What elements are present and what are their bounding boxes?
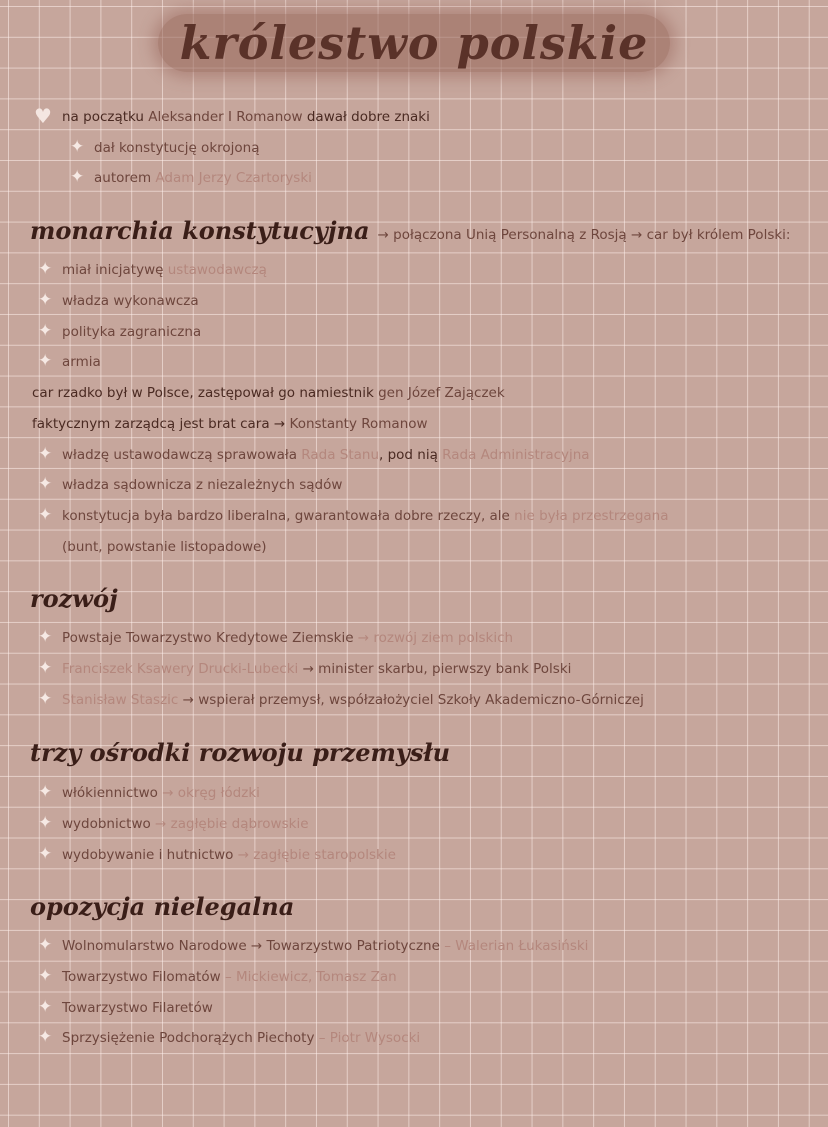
sparkle-icon: ✦ (38, 689, 53, 709)
section-heading: rozwój (30, 584, 118, 613)
note-text: , pod nią (379, 447, 443, 463)
note-text: – Piotr Wysocki (318, 1030, 421, 1046)
note-line (94, 139, 260, 157)
note-line (62, 660, 571, 678)
note-line (62, 538, 267, 556)
sparkle-icon: ✦ (38, 997, 53, 1017)
sparkle-icon: ✦ (38, 935, 53, 955)
note-text: wydobnictwo (62, 816, 156, 832)
note-text: armia (62, 354, 101, 370)
note-text: (bunt, powstanie listopadowe) (62, 539, 267, 555)
note-line (32, 415, 428, 433)
section-heading-line (30, 584, 126, 613)
heart-icon: ♥ (34, 104, 52, 128)
note-line (62, 937, 588, 955)
title-text: królestwo polskie (158, 14, 671, 72)
note-text: gen Józef Zajączek (378, 385, 505, 401)
note-text: władza sądownicza z niezależnych sądów (62, 477, 343, 493)
sparkle-icon: ✦ (38, 505, 53, 525)
note-line (62, 784, 260, 802)
page-title (0, 14, 828, 72)
sparkle-icon: ✦ (38, 474, 53, 494)
note-line (62, 999, 213, 1017)
sparkle-icon: ✦ (38, 813, 53, 833)
note-text: na początku (62, 109, 149, 125)
note-text: Wolnomularstwo Narodowe → Towarzystwo Patriotyczne (62, 938, 445, 954)
note-text: Aleksander I Romanow (148, 109, 307, 125)
sparkle-icon: ✦ (38, 351, 53, 371)
note-line (62, 353, 101, 371)
note-line (94, 169, 312, 187)
note-line (62, 1029, 420, 1047)
sparkle-icon: ✦ (70, 137, 85, 157)
section-heading: trzy ośrodki rozwoju przemysłu (30, 738, 451, 767)
sparkle-icon: ✦ (38, 321, 53, 341)
section-heading: opozycja nielegalna (30, 892, 295, 921)
sparkle-icon: ✦ (38, 1027, 53, 1047)
note-text: → rozwój ziem polskich (357, 630, 514, 646)
sparkle-icon: ✦ (38, 627, 53, 647)
note-text: dawał dobre znaki (306, 109, 430, 125)
note-line (32, 384, 505, 402)
note-line (62, 446, 590, 464)
note-text: Towarzystwo Filaretów (62, 1000, 213, 1016)
note-text: Konstanty Romanow (289, 416, 428, 432)
note-text: Franciszek Ksawery Drucki-Lubecki (62, 661, 303, 677)
note-line (62, 507, 669, 525)
note-text: konstytucja była bardzo liberalna, gwarantowała dobre rzeczy, ale (62, 508, 515, 524)
note-line (62, 292, 199, 310)
note-text: nie była przestrzegana (514, 508, 669, 524)
sparkle-icon: ✦ (38, 259, 53, 279)
note-text: → okręg łódzki (162, 785, 260, 801)
note-line (62, 261, 267, 279)
note-text: polityka zagraniczna (62, 324, 202, 340)
note-text: Adam Jerzy Czartoryski (155, 170, 312, 186)
sparkle-icon: ✦ (38, 290, 53, 310)
note-line (62, 968, 397, 986)
note-text: – Mickiewicz, Tomasz Zan (224, 969, 397, 985)
section-heading-line (30, 892, 302, 921)
note-text: faktycznym zarządcą jest brat cara → (32, 416, 290, 432)
note-line (62, 846, 396, 864)
note-line (62, 323, 201, 341)
note-text: wydobywanie i hutnictwo (62, 847, 238, 863)
sparkle-icon: ✦ (38, 844, 53, 864)
note-text: dał konstytucję okrojoną (94, 140, 260, 156)
note-text: → połączona Unią Personalną z Rosją → car był królem Polski: (377, 227, 791, 243)
note-text: Towarzystwo Filomatów (62, 969, 225, 985)
note-text: → zagłębie dąbrowskie (155, 816, 309, 832)
note-text: → minister skarbu, pierwszy bank Polski (302, 661, 572, 677)
note-text: władzę ustawodawczą sprawowała (62, 447, 302, 463)
note-text: Powstaje Towarzystwo Kredytowe Ziemskie (62, 630, 358, 646)
note-line (62, 108, 430, 126)
note-text: władza wykonawcza (62, 293, 199, 309)
sparkle-icon: ✦ (38, 782, 53, 802)
sparkle-icon: ✦ (38, 658, 53, 678)
note-text: Sprzysiężenie Podchorążych Piechoty (62, 1030, 319, 1046)
note-line (62, 476, 342, 494)
sparkle-icon: ✦ (70, 167, 85, 187)
note-line (62, 691, 644, 709)
sparkle-icon: ✦ (38, 966, 53, 986)
note-text: → zagłębie staropolskie (237, 847, 396, 863)
sparkle-icon: ✦ (38, 444, 53, 464)
note-line (62, 815, 309, 833)
note-text: ustawodawczą (167, 262, 267, 278)
note-text: miał inicjatywę (62, 262, 168, 278)
note-text: car rzadko był w Polsce, zastępował go namiestnik (32, 385, 379, 401)
note-text: – Walerian Łukasiński (444, 938, 589, 954)
note-text: → wspierał przemysł, współzałożyciel Szkoły Akademiczno-Górniczej (182, 692, 644, 708)
note-text: Rada Administracyjna (442, 447, 590, 463)
section-heading-line (30, 216, 791, 245)
note-text: Stanisław Staszic (62, 692, 183, 708)
note-text: Rada Stanu (301, 447, 380, 463)
note-line (62, 629, 513, 647)
note-text: autorem (94, 170, 156, 186)
section-heading-line (30, 738, 458, 767)
note-text: włókiennictwo (62, 785, 163, 801)
section-heading: monarchia konstytucyjna (30, 216, 370, 245)
